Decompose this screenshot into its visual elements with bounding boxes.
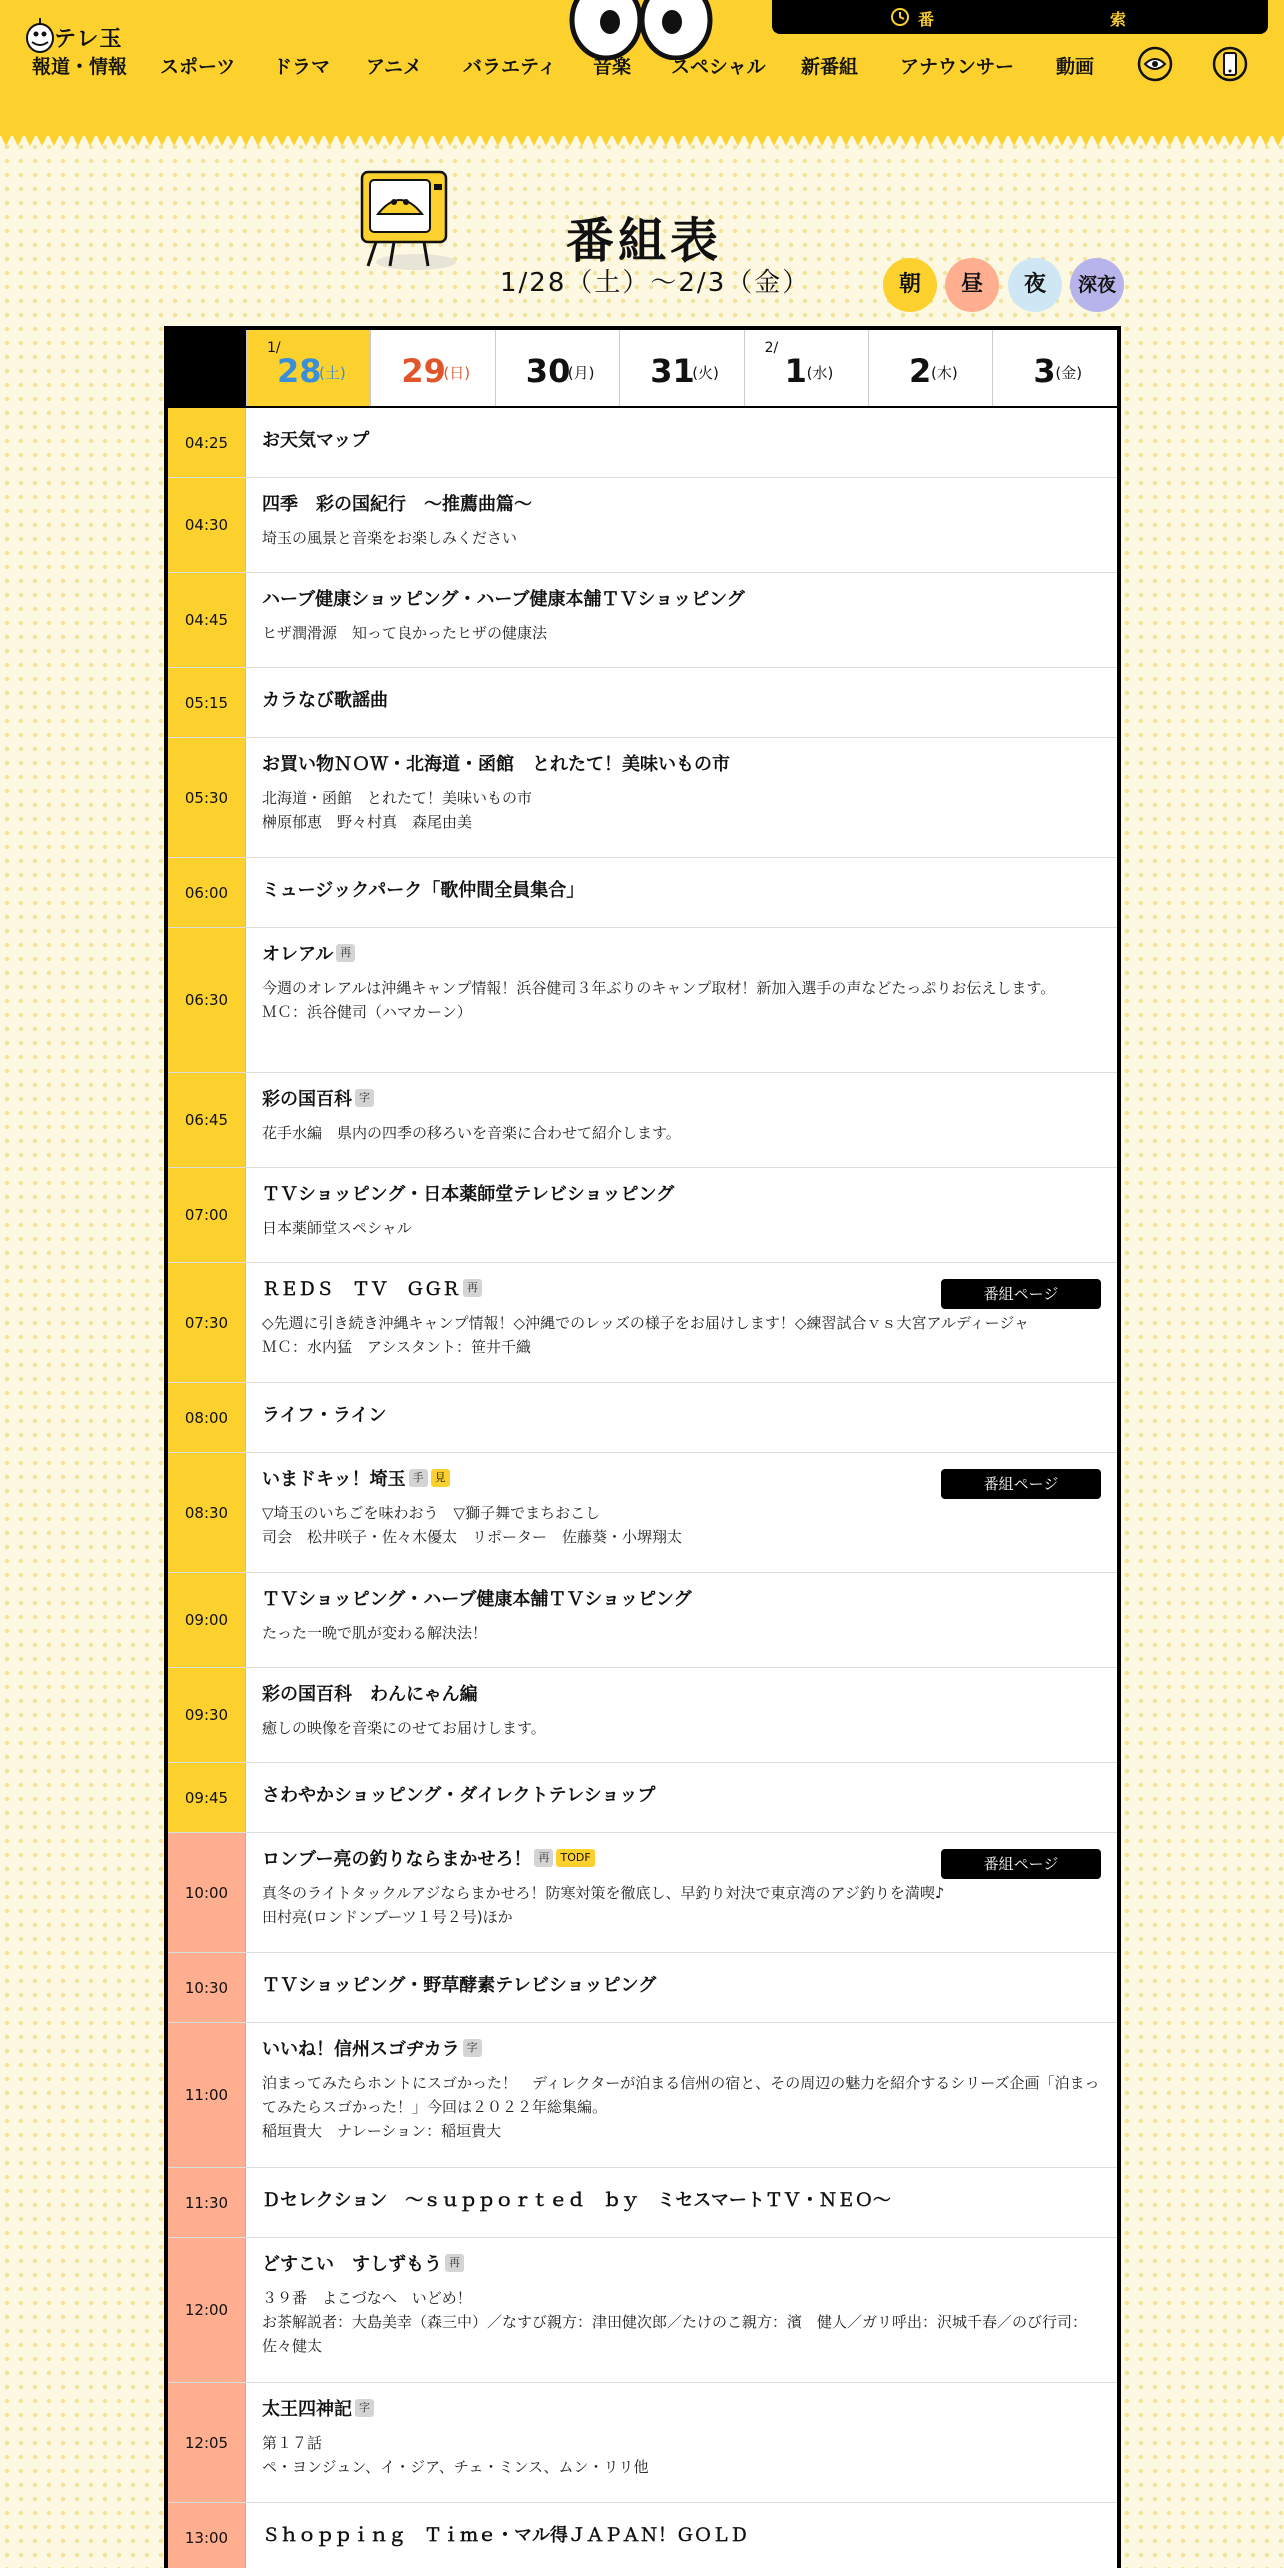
program-row[interactable] xyxy=(168,738,1117,858)
program-body xyxy=(246,408,1117,468)
day-of-week: (水) xyxy=(806,364,834,382)
program-title[interactable] xyxy=(262,2188,1101,2214)
program-title-text: いいね！信州スゴヂカラ xyxy=(262,2039,460,2060)
day-month: 1/ xyxy=(267,340,281,356)
day-of-week: (火) xyxy=(692,364,719,382)
program-body xyxy=(246,1833,1117,1943)
site-header xyxy=(0,0,1284,136)
program-description: ▽埼玉のいちごを味わおう ▽獅子舞でまちおこし 司会 松井咲子・佐々木優太 リポーター 佐藤葵・小堺翔太 xyxy=(262,1504,683,1546)
day-of-week: (木) xyxy=(931,364,958,382)
program-row[interactable] xyxy=(168,573,1117,668)
day-number: 31 xyxy=(650,352,695,390)
nav-anime[interactable]: アニメ xyxy=(366,56,423,78)
program-tag-badge: 再 xyxy=(463,1279,482,1297)
program-body xyxy=(246,1168,1117,1254)
program-time: 11:00 xyxy=(168,2023,246,2167)
program-title-text: 彩の国百科 xyxy=(262,1089,352,1110)
day-header-corner xyxy=(168,330,246,406)
program-title[interactable] xyxy=(262,878,1101,904)
program-body xyxy=(246,2238,1117,2372)
program-description: 今週のオレアルは沖縄キャンプ情報！浜谷健司３年ぶりのキャンプ取材！新加入選手の声などたっぷりお伝えします。 ＭＣ：浜谷健司（ハマカーン） xyxy=(262,979,1056,1021)
day-of-week: (金) xyxy=(1055,364,1083,382)
program-row[interactable] xyxy=(168,2168,1117,2238)
program-time: 06:45 xyxy=(168,1073,246,1167)
program-title[interactable] xyxy=(262,428,1101,454)
program-page-button[interactable]: 番組ページ xyxy=(941,1469,1101,1499)
mascot-eyes-icon xyxy=(566,0,716,60)
day-month: 2/ xyxy=(764,340,779,356)
program-row[interactable] xyxy=(168,2503,1117,2568)
program-title-text: ハーブ健康ショッピング・ハーブ健康本舗ＴＶショッピング xyxy=(262,589,745,610)
tele-tama-mobile-icon[interactable] xyxy=(1208,40,1252,84)
program-title-text: ライフ・ライン xyxy=(262,1405,387,1426)
program-description: ヒザ潤滑源 知って良かったヒザの健康法 xyxy=(262,624,548,642)
day-number: 2 xyxy=(909,352,932,390)
program-body xyxy=(246,2503,1117,2563)
program-title[interactable] xyxy=(262,2037,1101,2063)
program-body xyxy=(246,668,1117,728)
program-body xyxy=(246,1383,1117,1443)
nav-drama[interactable]: ドラマ xyxy=(273,56,331,78)
time-evening-button[interactable]: 夜 xyxy=(1008,258,1062,312)
program-description: 北海道・函館 とれたて！美味いもの市 榊原郁恵 野々村真 森尾由美 xyxy=(262,789,533,831)
day-tab-2[interactable] xyxy=(868,330,992,406)
program-description: 癒しの映像を音楽にのせてお届けします。 xyxy=(262,1719,546,1737)
program-time: 11:30 xyxy=(168,2168,246,2237)
program-row[interactable] xyxy=(168,1073,1117,1168)
program-row[interactable] xyxy=(168,928,1117,1073)
program-time: 06:00 xyxy=(168,858,246,927)
program-title[interactable] xyxy=(262,587,1101,613)
program-title-text: 彩の国百科 わんにゃん編 xyxy=(262,1684,478,1705)
time-daytime-button[interactable]: 昼 xyxy=(945,258,999,312)
time-latenight-button[interactable]: 深夜 xyxy=(1070,258,1124,312)
program-time: 04:45 xyxy=(168,573,246,667)
program-body xyxy=(246,573,1117,659)
program-title-text: ＴＶショッピング・ハーブ健康本舗ＴＶショッピング xyxy=(262,1589,692,1610)
program-description: たった一晩で肌が変わる解決法！ xyxy=(262,1624,488,1642)
program-title-text: カラなび歌謡曲 xyxy=(262,690,388,711)
time-morning-button[interactable]: 朝 xyxy=(883,258,937,312)
program-time: 04:30 xyxy=(168,478,246,572)
program-title[interactable] xyxy=(262,1087,1101,1113)
program-title-text: 太王四神記 xyxy=(262,2399,352,2420)
day-of-week: (日) xyxy=(443,364,471,382)
clock-icon[interactable] xyxy=(890,7,910,27)
day-tab-30[interactable] xyxy=(495,330,619,406)
day-tab-1[interactable] xyxy=(744,330,868,406)
program-row[interactable] xyxy=(168,2238,1117,2383)
program-row[interactable] xyxy=(168,478,1117,573)
program-body xyxy=(246,1953,1117,2013)
program-description: 日本薬師堂スペシャル xyxy=(262,1219,412,1237)
day-number: 3 xyxy=(1033,352,1056,390)
nav-music[interactable]: 音楽 xyxy=(593,56,632,78)
program-body xyxy=(246,2383,1117,2493)
program-tag-badge: 手 xyxy=(409,1469,428,1487)
program-title[interactable] xyxy=(262,2252,1101,2278)
program-title-text: いまドキッ！埼玉 xyxy=(262,1469,406,1490)
program-description: 真冬のライトタックルアジならまかせろ！防寒対策を徹底し、早釣り対決で東京湾のアジ釣りを満喫♪ 田村亮(ロンドンブーツ１号２号)ほか xyxy=(262,1884,945,1926)
program-title[interactable] xyxy=(262,1973,1101,1999)
program-body xyxy=(246,928,1117,1038)
day-number: 28 xyxy=(277,352,322,390)
header-zigzag-edge xyxy=(0,134,1284,148)
program-row[interactable] xyxy=(168,1953,1117,2023)
day-header xyxy=(168,330,1117,408)
program-row[interactable] xyxy=(168,1263,1117,1383)
nav-new-programs[interactable]: 新番組 xyxy=(801,56,859,78)
program-time: 10:30 xyxy=(168,1953,246,2022)
day-number: 30 xyxy=(525,352,571,390)
program-title[interactable] xyxy=(262,1403,1101,1429)
program-title-text: Ｄセレクション ～ｓｕｐｐｏｒｔｅｄ ｂｙ ミセスマートＴＶ・ＮＥＯ～ xyxy=(262,2190,891,2211)
program-row[interactable] xyxy=(168,858,1117,928)
program-time: 12:05 xyxy=(168,2383,246,2502)
program-description: 埼玉の風景と音楽をお楽しみください xyxy=(262,529,518,547)
program-time: 05:30 xyxy=(168,738,246,857)
program-body xyxy=(246,1573,1117,1659)
day-number: 29 xyxy=(401,352,446,390)
program-title-text: Ｓｈｏｐｐｉｎｇ Ｔｉｍｅ・マル得ＪＡＰＡＮ！ＧＯＬＤ xyxy=(262,2525,748,2546)
program-body xyxy=(246,738,1117,848)
program-title[interactable] xyxy=(262,1587,1101,1613)
nav-announcers[interactable]: アナウンサー xyxy=(900,56,1015,78)
program-title-text: ロンブー亮の釣りならまかせろ！ xyxy=(262,1849,532,1870)
program-title[interactable] xyxy=(262,1682,1101,1708)
program-description: 第１７話 ペ・ヨンジュン、イ・ジア、チェ・ミンス、ムン・リリ他 xyxy=(262,2434,649,2476)
program-time: 12:00 xyxy=(168,2238,246,2382)
program-time: 13:00 xyxy=(168,2503,246,2568)
program-title[interactable] xyxy=(262,2523,1101,2549)
program-tag-badge: 字 xyxy=(463,2039,482,2057)
nav-video[interactable]: 動画 xyxy=(1056,56,1095,78)
program-description: ◇先週に引き続き沖縄キャンプ情報！◇沖縄でのレッズの様子をお届けします！◇練習試合ｖｓ大宮アルディージャ ＭＣ：水内猛 アシスタント：笹井千織 xyxy=(262,1314,1030,1356)
main-nav xyxy=(0,52,1284,84)
program-body xyxy=(246,478,1117,564)
program-time: 09:00 xyxy=(168,1573,246,1667)
program-tag-badge: 字 xyxy=(355,2399,374,2417)
tele-tama-raku-icon[interactable] xyxy=(1133,40,1177,84)
program-row[interactable] xyxy=(168,1668,1117,1763)
program-title-text: オレアル xyxy=(262,944,334,965)
program-body xyxy=(246,1453,1117,1563)
program-page-button[interactable]: 番組ページ xyxy=(941,1849,1101,1879)
program-row[interactable] xyxy=(168,1168,1117,1263)
program-body xyxy=(246,2168,1117,2228)
program-title-text: お天気マップ xyxy=(262,430,370,451)
program-title[interactable] xyxy=(262,942,1101,968)
nav-sports[interactable]: スポーツ xyxy=(160,56,236,78)
program-time: 10:00 xyxy=(168,1833,246,1952)
day-tab-29[interactable] xyxy=(370,330,494,406)
program-body xyxy=(246,858,1117,918)
program-list xyxy=(168,408,1117,2568)
program-tag-badge: 再 xyxy=(445,2254,464,2272)
program-time: 07:00 xyxy=(168,1168,246,1262)
program-row[interactable] xyxy=(168,1453,1117,1573)
program-description: 泊まってみたらホントにスゴかった！ ディレクターが泊まる信州の宿と、その周辺の魅力を紹介するシリーズ企画「泊まってみたらスゴかった！」今回は２０２２年総集編。 稲垣貴大 ナレーション：稲垣貴大 xyxy=(262,2074,1100,2140)
program-row[interactable] xyxy=(168,2383,1117,2503)
program-tag-badge: 再 xyxy=(534,1849,553,1867)
program-time: 06:30 xyxy=(168,928,246,1072)
tv-mascot-icon xyxy=(354,166,464,276)
program-guide-link[interactable]: 番 xyxy=(918,10,935,29)
day-of-week: (土) xyxy=(319,364,346,382)
nav-special[interactable]: スペシャル xyxy=(671,56,766,78)
program-row[interactable] xyxy=(168,408,1117,478)
program-time: 09:45 xyxy=(168,1763,246,1832)
program-tag-badge: 再 xyxy=(336,944,355,962)
logo-text[interactable]: テレ玉 xyxy=(54,27,123,52)
program-tag-badge: 字 xyxy=(355,1089,374,1107)
program-title[interactable] xyxy=(262,752,1101,778)
day-tab-31[interactable] xyxy=(619,330,743,406)
program-row[interactable] xyxy=(168,668,1117,738)
program-row[interactable] xyxy=(168,1383,1117,1453)
program-title-text: ＲＥＤＳ ＴＶ ＧＧＲ xyxy=(262,1279,460,1300)
day-number: 1 xyxy=(784,352,807,390)
program-body xyxy=(246,1763,1117,1823)
nav-news[interactable]: 報道・情報 xyxy=(32,56,128,78)
nav-variety[interactable]: バラエティ xyxy=(463,56,557,78)
program-time: 08:00 xyxy=(168,1383,246,1452)
program-time: 09:30 xyxy=(168,1668,246,1762)
day-tab-3[interactable] xyxy=(992,330,1116,406)
program-row[interactable] xyxy=(168,2023,1117,2168)
program-body xyxy=(246,1073,1117,1159)
page-title: 番組表 xyxy=(566,213,723,269)
schedule-table xyxy=(164,326,1121,2568)
program-title-text: お買い物ＮＯＷ・北海道・函館 とれたて！美味いもの市 xyxy=(262,754,730,775)
utility-bar xyxy=(772,0,1268,34)
program-row[interactable] xyxy=(168,1763,1117,1833)
day-of-week: (月) xyxy=(567,364,595,382)
program-title[interactable] xyxy=(262,1182,1101,1208)
program-tag-badge: TODF xyxy=(556,1849,594,1867)
program-time: 07:30 xyxy=(168,1263,246,1382)
program-title[interactable] xyxy=(262,492,1101,518)
program-row[interactable] xyxy=(168,1833,1117,1953)
program-body xyxy=(246,1263,1117,1373)
program-description: 花手水編 県内の四季の移ろいを音楽に合わせて紹介します。 xyxy=(262,1124,681,1142)
program-body xyxy=(246,2023,1117,2157)
program-title-text: ミュージックパーク「歌仲間全員集合」 xyxy=(262,880,585,901)
program-time: 05:15 xyxy=(168,668,246,737)
program-tag-badge: 見 xyxy=(431,1469,450,1487)
program-title-text: ＴＶショッピング・野草酵素テレビショッピング xyxy=(262,1975,657,1996)
program-title-text: さわやかショッピング・ダイレクトテレショップ xyxy=(262,1785,656,1806)
program-title[interactable] xyxy=(262,688,1101,714)
program-title-text: どすこい すしずもう xyxy=(262,2254,442,2275)
program-title-text: ＴＶショッピング・日本薬師堂テレビショッピング xyxy=(262,1184,675,1205)
program-title-text: 四季 彩の国紀行 ～推薦曲篇～ xyxy=(262,494,532,515)
search-link[interactable]: 索 xyxy=(1110,10,1127,29)
program-page-button[interactable]: 番組ページ xyxy=(941,1279,1101,1309)
program-description: ３９番 よこづなへ いどめ！ お茶解説者：大島美幸（森三中）／なすび親方：津田健次郎／たけのこ親方：濱 健人／ガリ呼出：沢城千春／のび行司：佐々健太 xyxy=(262,2289,1088,2355)
program-row[interactable] xyxy=(168,1573,1117,1668)
program-body xyxy=(246,1668,1117,1754)
program-title[interactable] xyxy=(262,1783,1101,1809)
program-time: 04:25 xyxy=(168,408,246,477)
date-range: 1/28（土）〜2/3（金） xyxy=(500,268,811,298)
program-title[interactable] xyxy=(262,2397,1101,2423)
day-tab-28[interactable] xyxy=(246,330,370,406)
program-time: 08:30 xyxy=(168,1453,246,1572)
